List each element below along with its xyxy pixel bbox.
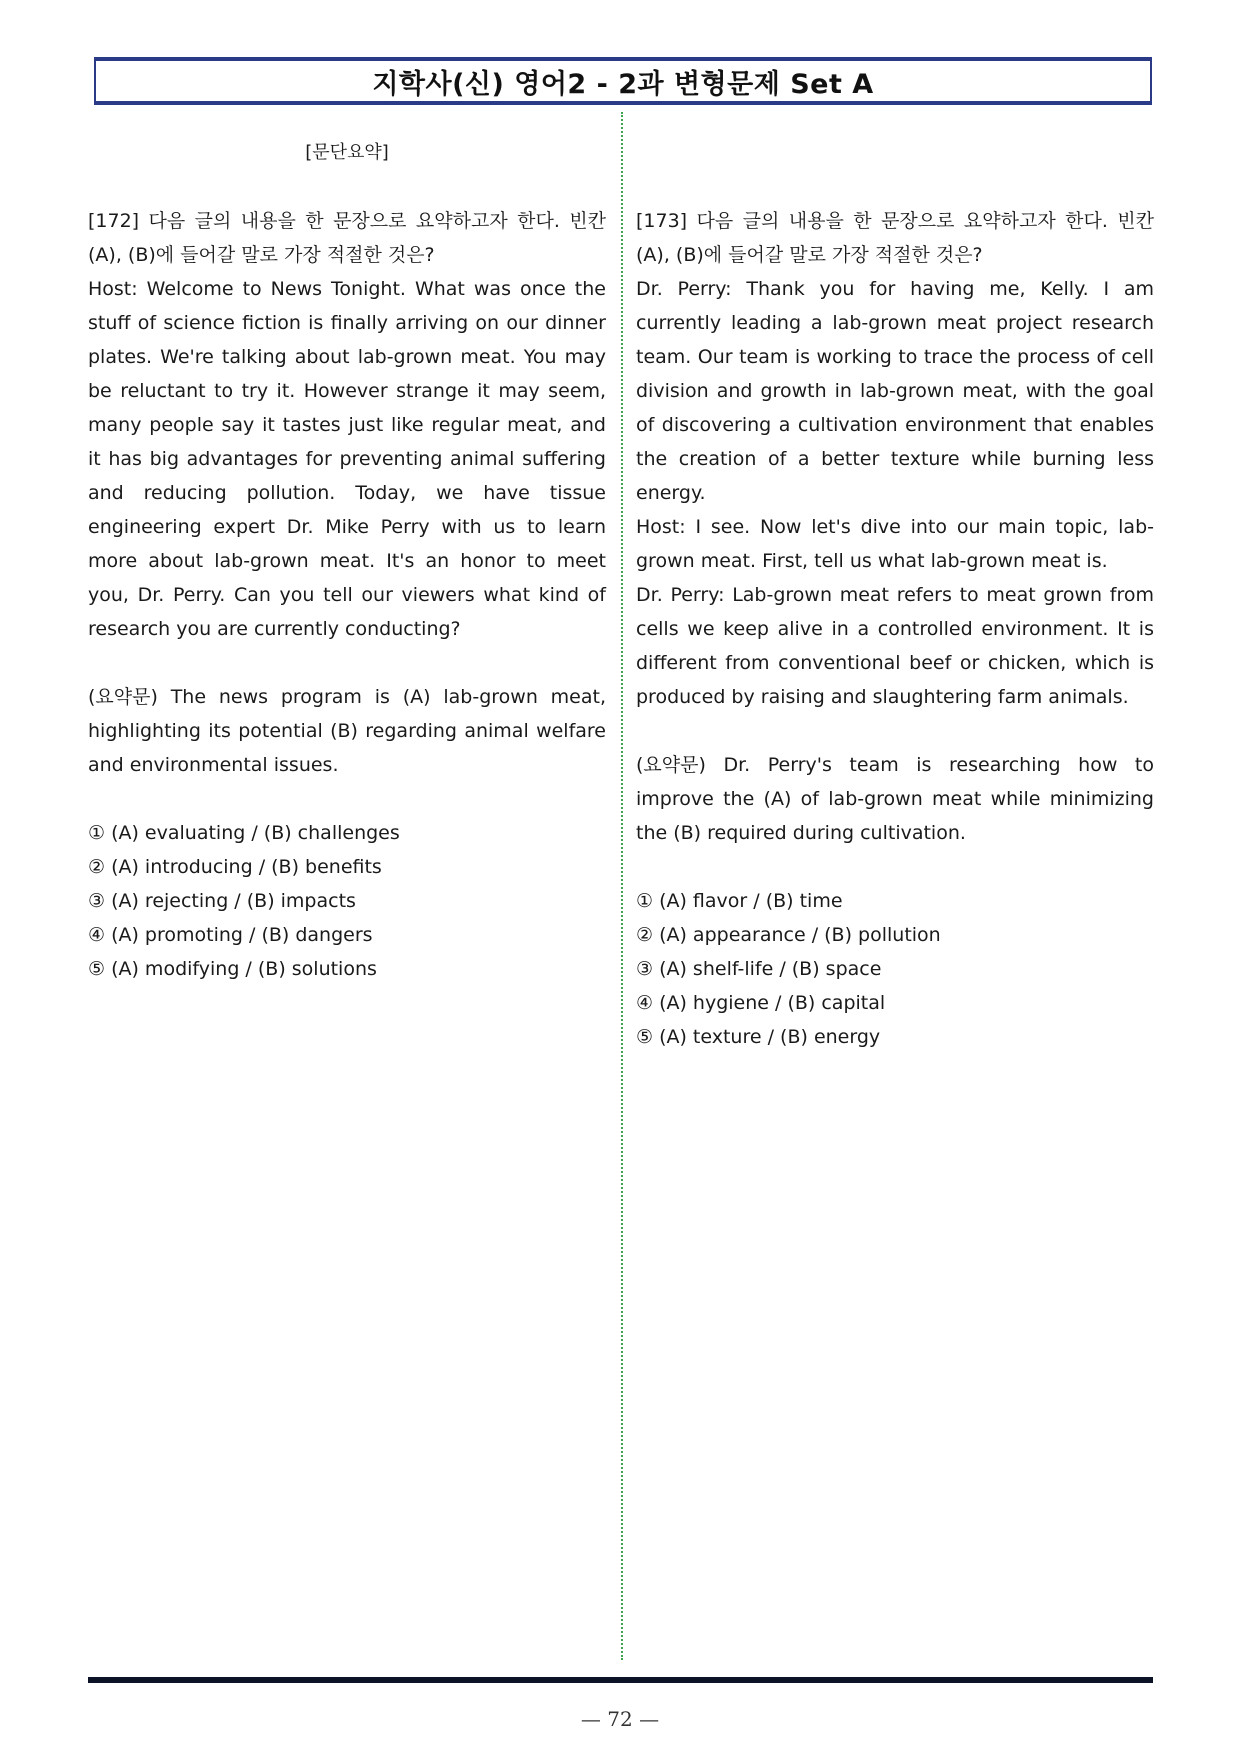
section-label: [문단요약] [305, 142, 389, 163]
spacer [88, 782, 606, 816]
spacer [636, 714, 1154, 748]
spacer [88, 646, 606, 680]
choice-3: ③ (A) rejecting / (B) impacts [88, 890, 356, 912]
page-title: 지학사(신) 영어2 - 2과 변형문제 Set A [372, 68, 874, 100]
choice-1: ① (A) evaluating / (B) challenges [88, 822, 400, 844]
choice-4: ④ (A) promoting / (B) dangers [88, 924, 373, 946]
right-column [636, 136, 1154, 1054]
question-173-passage-2: Host: I see. Now let's dive into our main topic, lab-grown meat. First, tell us what lab-grown meat is. [636, 516, 1154, 572]
page-header [94, 57, 1152, 105]
question-173-summary: (요약문) Dr. Perry's team is researching how to improve the (A) of lab-grown meat while minimizing the (B) required during cultivation. [636, 754, 1154, 844]
column-divider [621, 112, 623, 1660]
page-number: — 72 — [580, 1707, 660, 1731]
left-column [88, 136, 606, 986]
choice-5: ⑤ (A) modifying / (B) solutions [88, 958, 377, 980]
spacer [636, 850, 1154, 884]
footer-rule [88, 1677, 1153, 1683]
question-173-passage-3: Dr. Perry: Lab-grown meat refers to meat grown from cells we keep alive in a controlled environment. It is different from conventional beef or chicken, which is produced by raising and slaughtering farm animals. [636, 584, 1154, 708]
question-173-passage-1: Dr. Perry: Thank you for having me, Kelly. I am currently leading a lab-grown meat project research team. Our team is working to trace the process of cell division and growth in lab-grown meat, with the goal of discovering a cultivation environment that enables the creation of a better texture while burning less energy. [636, 278, 1154, 504]
question-172-passage: Host: Welcome to News Tonight. What was once the stuff of science fiction is finally arriving on our dinner plates. We're talking about lab-grown meat. You may be reluctant to try it. However strange it may seem, many people say it tastes just like regular meat, and it has big advantages for preventing animal suffering and reducing pollution. Today, we have tissue engineering expert Dr. Mike Perry with us to learn more about lab-grown meat. It's an honor to meet you, Dr. Perry. Can you tell our viewers what kind of research you are currently conducting? [88, 278, 606, 640]
question-173-choices [636, 884, 1154, 1054]
choice-4: ④ (A) hygiene / (B) capital [636, 992, 886, 1014]
spacer [636, 136, 1154, 204]
question-173-prompt: [173] 다음 글의 내용을 한 문장으로 요약하고자 한다. 빈칸 (A), (B)에 들어갈 말로 가장 적절한 것은? [636, 210, 1154, 266]
choice-1: ① (A) flavor / (B) time [636, 890, 843, 912]
choice-5: ⑤ (A) texture / (B) energy [636, 1026, 881, 1048]
choice-3: ③ (A) shelf-life / (B) space [636, 958, 882, 980]
choice-2: ② (A) appearance / (B) pollution [636, 924, 941, 946]
question-172-choices [88, 816, 606, 986]
choice-2: ② (A) introducing / (B) benefits [88, 856, 382, 878]
question-172-summary: (요약문) The news program is (A) lab-grown meat, highlighting its potential (B) regarding animal welfare and environmental issues. [88, 686, 606, 776]
question-172-prompt: [172] 다음 글의 내용을 한 문장으로 요약하고자 한다. 빈칸 (A), (B)에 들어갈 말로 가장 적절한 것은? [88, 210, 606, 266]
